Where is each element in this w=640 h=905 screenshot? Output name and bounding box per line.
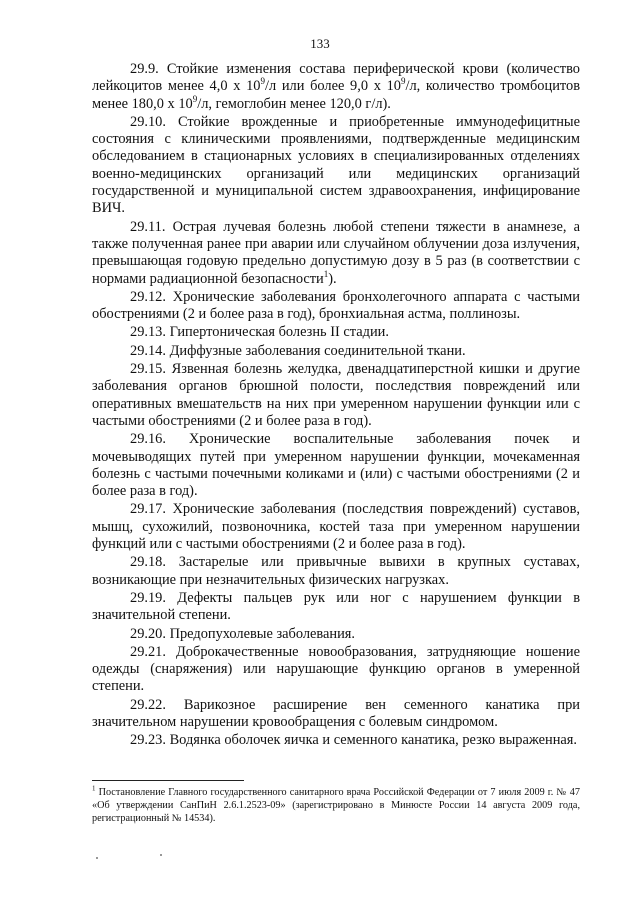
footnote-ref: 1 xyxy=(323,268,329,279)
item-number: 29.20. xyxy=(130,625,166,642)
footnote-mark: 1 xyxy=(92,784,96,793)
footnote xyxy=(92,786,580,825)
item-29-21: 29.21. Доброкачественные новообразования, затрудняющие ношение одежды (снаряжения) или нарушающие функцию органов в умеренной степени. xyxy=(92,643,580,695)
item-29-18: 29.18. Застарелые или привычные вывихи в крупных суставах, возникающие при незначительных физических нагрузках. xyxy=(92,554,580,588)
item-29-10: 29.10. Стойкие врожденные и приобретенные иммунодефицитные состояния с клиническими проявлениями, подтвержденные медицинским обследованием в стационарных условиях в специализированных отделениях военно-медицинских организаций или медицинских организаций государственной и муниципальной систем здравоохранения, инфицирование ВИЧ. xyxy=(92,113,580,217)
item-29-14: 29.14. Диффузные заболевания соединительной ткани. xyxy=(130,342,466,359)
item-number: 29.10. xyxy=(130,113,166,130)
item-number: 29.12. xyxy=(130,288,166,305)
item-number: 29.13. xyxy=(130,324,166,341)
item-29-13: 29.13. Гипертоническая болезнь II стадии. xyxy=(130,324,389,341)
scan-speck xyxy=(96,857,98,859)
item-number: 29.9. xyxy=(130,61,159,77)
item-number: 29.16. xyxy=(130,431,166,448)
item-number: 29.19. xyxy=(130,589,166,606)
item-29-12: 29.12. Хронические заболевания бронхолегочного аппарата с частыми обострениями (2 и более раза в год), бронхиальная астма, поллинозы. xyxy=(92,288,580,323)
item-number: 29.17. xyxy=(130,501,166,518)
item-29-9: 29.9. Стойкие изменения состава периферической крови (количество лейкоцитов менее 4,0 x $10^9/л$ или более 9,0 x $10^9/л$, количество тромбоцитов менее 180,0 x $10^9/л$, гемоглобин менее 120,0 г/л). xyxy=(92,61,580,112)
item-29-19: 29.19. Дефекты пальцев рук или ног с нарушением функции в значительной степени. xyxy=(92,589,580,624)
item-number: 29.15. xyxy=(130,361,166,378)
item-number: 29.21. xyxy=(130,643,166,660)
item-number: 29.11. xyxy=(130,218,166,235)
item-29-22: 29.22. Варикозное расширение вен семенного канатика при значительном нарушении кровообращения с болевым синдромом. xyxy=(92,696,580,730)
item-29-15: 29.15. Язвенная болезнь желудка, двенадцатиперстной кишки и другие заболевания органов брюшной полости, последствия повреждений или оперативных вмешательств на них при умеренном нарушении функции или с частыми обострениями (2 и более раза в год). xyxy=(92,361,580,429)
item-29-20: 29.20. Предопухолевые заболевания. xyxy=(130,625,356,642)
footnote-divider xyxy=(92,780,244,781)
item-number: 29.23. xyxy=(130,732,166,749)
item-number: 29.18. xyxy=(130,554,166,571)
item-29-17: 29.17. Хронические заболевания (последствия повреждений) суставов, мышц, сухожилий, позвоночника, костей таза при умеренном нарушении функций или с частыми обострениями (2 и более раза в год). xyxy=(92,501,580,553)
item-number: 29.22. xyxy=(130,696,166,713)
page-body xyxy=(92,61,580,750)
item-29-11: 29.11. Острая лучевая болезнь любой степени тяжести в анамнезе, а также полученная ранее при аварии или случайном облучении доза излучения, превышающая годовую предельно допустимую дозу в 5 раз (в соответствии с нормами радиационной безопасности$^1$). xyxy=(92,218,580,287)
item-29-16: 29.16. Хронические воспалительные заболевания почек и мочевыводящих путей при умеренном нарушении функции, мочекаменная болезнь с частыми почечными коликами и (или) с частыми обострениями (2 и более раза в год). xyxy=(92,431,580,500)
footnote-text: Постановление Главного государственного санитарного врача Российской Федерации от 7 июля 2009 г. № 47 «Об утверждении СанПиН 2.6.1.2523-09» (зарегистрировано в Минюсте России 14 августа 2009 года, регистрационный № 14534). xyxy=(92,787,580,824)
page-number: 133 xyxy=(310,36,330,51)
item-number: 29.14. xyxy=(130,342,166,359)
item-29-23: 29.23. Водянка оболочек яичка и семенного канатика, резко выраженная. xyxy=(130,732,578,749)
scan-speck xyxy=(160,854,162,856)
